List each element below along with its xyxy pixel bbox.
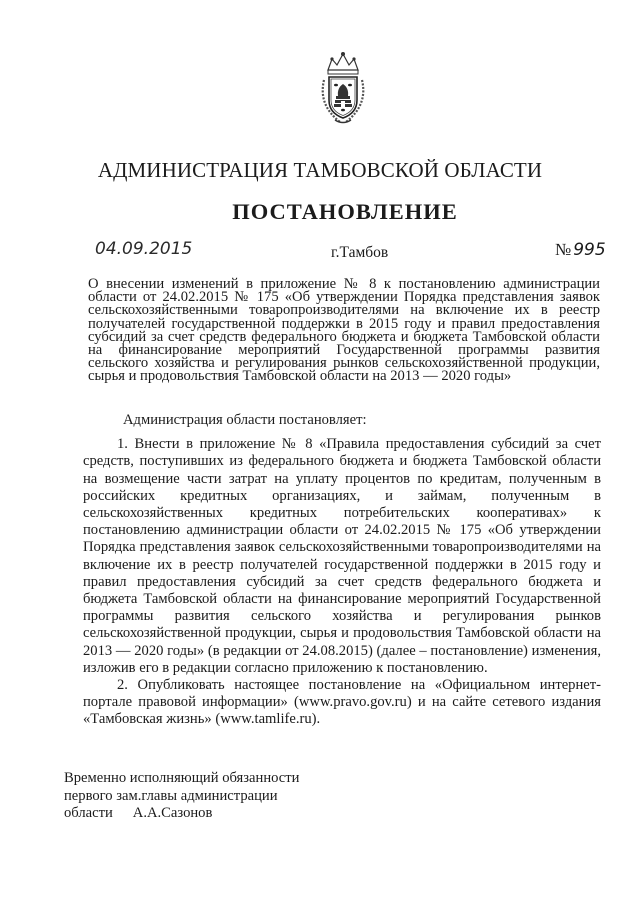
signature-position-line-1: Временно исполняющий обязанности [64,770,300,786]
signatory-name: А.А.Сазонов [132,805,213,821]
body-item-1: 1. Внести в приложение № 8 «Правила предоставления субсидий за счет средств, поступивших из федерального бюджета и бюджета Тамбовской области на возмещение части затрат на уплату процентов по кредитам, полученным в российских кредитных организациях, и займам, полученным в сельскохозяйственных кредитных потребительских кооперативах» к постановлению администрации области от 24.02.2015 № 175 «Об утверждении Порядка представления заявок сельскохозяйственными товаропроизводителями на включение их в реестр получателей государственной поддержки в 2015 году и правил предоставления субсидий за счет средств федерального бюджета и бюджета Тамбовской области на финансирование мероприятий Государственной программы развития сельского хозяйства и регулирования рынков сельскохозяйственной продукции, сырья и продовольствия Тамбовской области на 2013 — 2020 годы» (в редакции от 24.08.2015) (далее – постановление) изменения, изложив его в редакции согласно приложению к постановлению. [83,436,601,676]
signature-position-line-2: первого зам.главы администрации [64,787,278,804]
document-number [555,240,606,260]
body-intro: Администрация области постановляет: [123,412,367,428]
organization-name: АДМИНИСТРАЦИЯ ТАМБОВСКОЙ ОБЛАСТИ [97,158,543,182]
document-subject: О внесении изменений в приложение № 8 к постановлению администрации области от 24.02.2015 № 175 «Об утверждении Порядка представления заявок сельскохозяйственными товаропроизводителями на включение их в реестр получателей государственной поддержки в 2015 году и правил предоставления субсидий за счет средств федерального бюджета и бюджета Тамбовской области на финансирование мероприятий Государственной программы развития сельского хозяйства и регулирования рынков сельскохозяйственной продукции, сырья и продовольствия Тамбовской области на 2013 — 2020 годы» [88,276,600,385]
signature-position-line-3 [64,805,299,823]
number-value: 995 [573,240,606,260]
number-prefix: № [555,240,572,259]
document-type-title: ПОСТАНОВЛЕНИЕ [232,199,458,224]
document-body [83,412,601,729]
signature-region: области [64,805,113,821]
document-date: 04.09.2015 [95,239,193,259]
signature-block [64,770,299,823]
document-city: г.Тамбов [331,244,389,261]
tambov-coat-of-arms-icon [318,50,368,126]
body-item-2: 2. Опубликовать настоящее постановление на «Официальном интернет-портале правовой информации» (www.pravo.gov.ru) и на сайте сетевого издания «Тамбовская жизнь» (www.tamlife.ru). [83,677,601,728]
